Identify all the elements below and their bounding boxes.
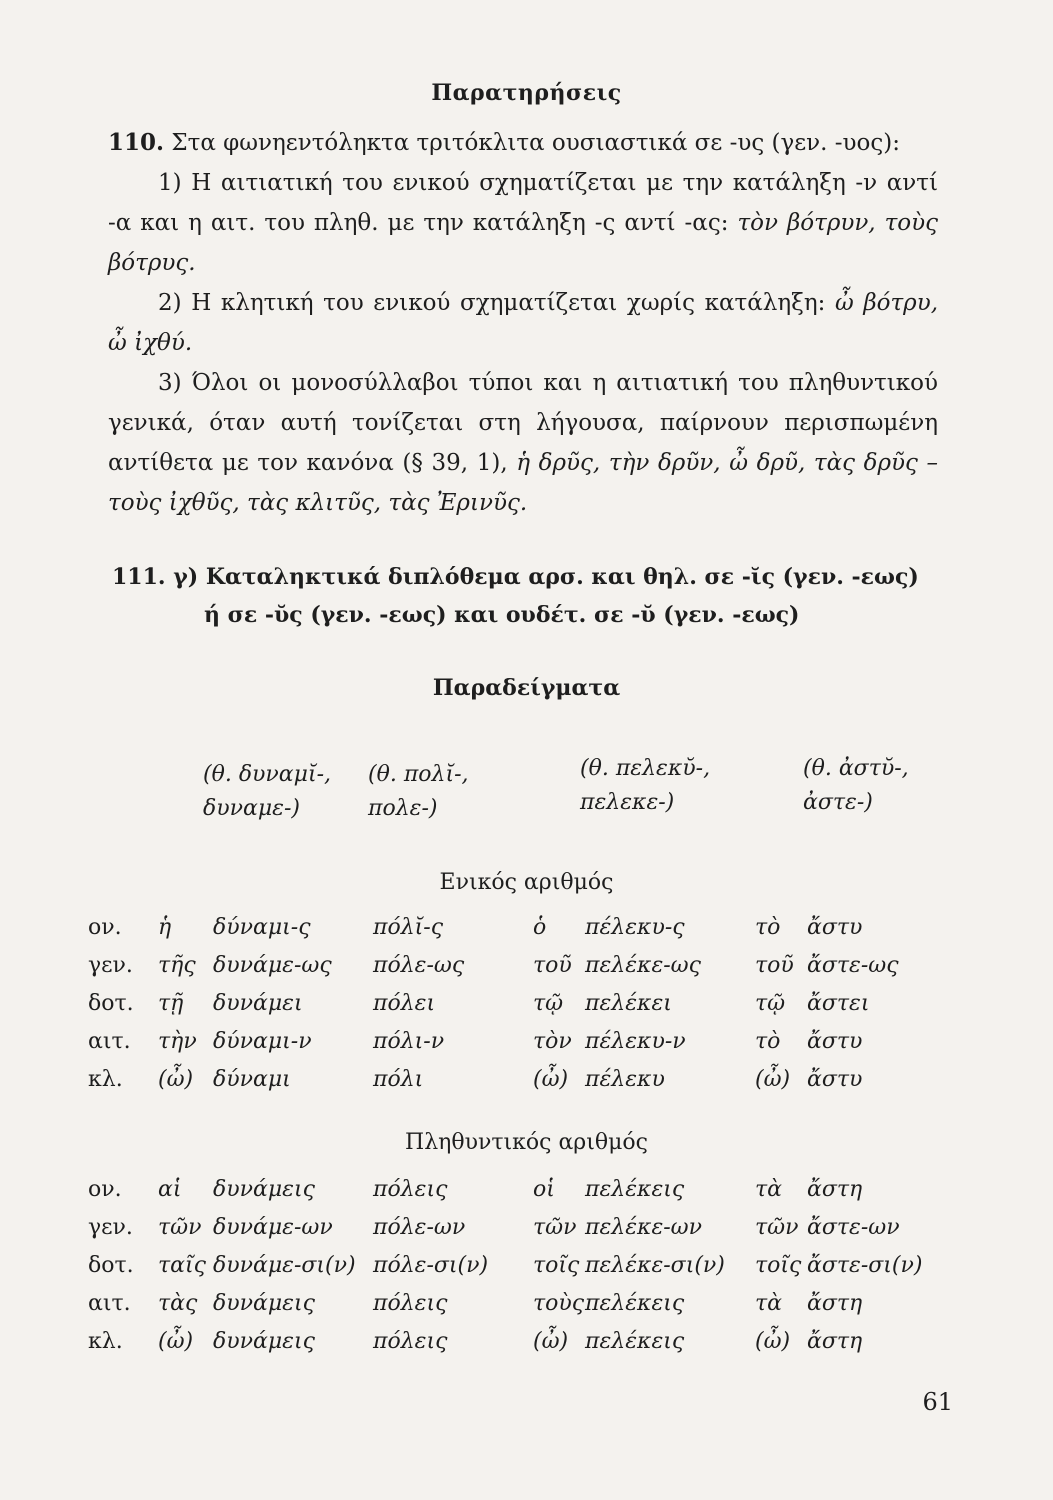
singular-table — [88, 908, 899, 1098]
page-heading: Παρατηρήσεις — [431, 80, 622, 106]
article: τὴν — [158, 1028, 197, 1054]
case-label: κλ. — [88, 1066, 123, 1092]
table-row — [88, 1060, 899, 1098]
form-polis: πόλι-ν — [373, 1028, 445, 1054]
form-dynamis: δυνάμε-σι(ν) — [213, 1252, 356, 1278]
form-pelekys: πέλεκυ-ν — [585, 1028, 686, 1054]
article: τὸ — [755, 1028, 781, 1054]
article: τοῖς — [533, 1252, 580, 1278]
form-pelekys: πέλεκυ-ς — [585, 914, 685, 940]
form-pelekys: πελέκε-σι(ν) — [585, 1252, 725, 1278]
article: τοὺς — [533, 1290, 585, 1316]
article: τοῖς — [755, 1252, 802, 1278]
section-110-number: 110. — [108, 129, 165, 156]
form-pelekys: πελέκει — [585, 990, 672, 1016]
article: τῷ — [533, 990, 564, 1016]
section-111-title — [112, 558, 932, 634]
form-pelekys: πελέκε-ως — [585, 952, 701, 978]
form-asty: ἄστυ — [807, 1066, 863, 1092]
form-polis: πόλι — [373, 1066, 424, 1092]
case-label: ον. — [88, 1176, 122, 1202]
stem-dynamis — [203, 758, 331, 826]
stem-line: ἀστε-) — [803, 790, 873, 815]
article: (ὦ) — [158, 1328, 194, 1354]
form-asty: ἄστυ — [807, 1028, 863, 1054]
case-label: κλ. — [88, 1328, 123, 1354]
article: (ὦ) — [755, 1328, 791, 1354]
stem-line: (θ. ἀστῠ-, — [803, 756, 909, 781]
section-111-line-1: 111. γ) Καταληκτικά διπλόθεμα αρσ. και θηλ. σε -ῐς (γεν. -εως) — [112, 564, 919, 590]
table-row — [88, 1284, 922, 1322]
plural-table — [88, 1170, 922, 1360]
form-dynamis: δυνάμε-ων — [213, 1214, 333, 1240]
article: τῶν — [533, 1214, 577, 1240]
rule-3-text: 3) Όλοι οι μονοσύλλαβοι τύποι και η αιτιατική του πληθυντικού γενικά, όταν αυτή τονίζεται στη λήγουσα, παίρνουν περισπωμένη αντίθετα με τον κανόνα (§ 39, 1), — [108, 370, 938, 476]
article: ὁ — [533, 914, 547, 940]
form-asty: ἄστη — [807, 1328, 863, 1354]
article: τὰς — [158, 1290, 198, 1316]
form-dynamis: δυνάμει — [213, 990, 303, 1016]
article: τὸ — [755, 914, 781, 940]
form-polis: πόλε-ως — [373, 952, 465, 978]
form-pelekys: πελέκεις — [585, 1328, 685, 1354]
case-label: δοτ. — [88, 1252, 134, 1278]
table-row — [88, 908, 899, 946]
rule-3-example: ἡ δρῦς, τὴν δρῦν, ὦ δρῦ, τὰς δρῦς – τοὺς ἰχθῦς, τὰς κλιτῦς, τὰς Ἐρινῦς. — [108, 450, 938, 516]
table-row — [88, 1322, 922, 1360]
article: τοῦ — [533, 952, 572, 978]
article: ταῖς — [158, 1252, 206, 1278]
table-row — [88, 984, 899, 1022]
form-asty: ἄστη — [807, 1176, 863, 1202]
article: ἡ — [158, 914, 172, 940]
case-label: γεν. — [88, 1214, 133, 1240]
form-polis: πόλεις — [373, 1290, 448, 1316]
article: τῶν — [755, 1214, 799, 1240]
form-pelekys: πελέκεις — [585, 1176, 685, 1202]
page-number: 61 — [922, 1388, 953, 1416]
form-polis: πόλεις — [373, 1328, 448, 1354]
form-polis: πόλει — [373, 990, 436, 1016]
rule-2-text: 2) Η κλητική του ενικού σχηματίζεται χωρίς κατάληξη: — [158, 290, 835, 316]
section-110 — [108, 123, 938, 523]
case-label: γεν. — [88, 952, 133, 978]
article: τῶν — [158, 1214, 202, 1240]
form-dynamis: δυνάμεις — [213, 1290, 315, 1316]
stem-line: πολε-) — [368, 796, 438, 821]
table-row — [88, 1246, 922, 1284]
stem-line: πελεκε-) — [580, 790, 675, 815]
case-label: αιτ. — [88, 1290, 131, 1316]
article: (ὦ) — [533, 1328, 569, 1354]
form-asty: ἄστε-ων — [807, 1214, 900, 1240]
plural-heading: Πληθυντικός αριθμός — [405, 1130, 648, 1155]
case-label: αιτ. — [88, 1028, 131, 1054]
form-dynamis: δυνάμε-ως — [213, 952, 332, 978]
case-label: δοτ. — [88, 990, 134, 1016]
article: τῆς — [158, 952, 196, 978]
table-row — [88, 1022, 899, 1060]
section-110-intro — [108, 123, 938, 163]
form-dynamis: δύναμι-ν — [213, 1028, 312, 1054]
stem-line: δυναμε-) — [203, 796, 300, 821]
examples-heading: Παραδείγματα — [432, 675, 621, 701]
form-polis: πόλῐ-ς — [373, 914, 444, 940]
form-dynamis: δυνάμεις — [213, 1176, 315, 1202]
article: (ὦ) — [533, 1066, 569, 1092]
article: τῷ — [755, 990, 786, 1016]
section-110-intro-text: Στα φωνηεντόληκτα τριτόκλιτα ουσιαστικά σε -υς (γεν. -υος): — [171, 130, 900, 156]
form-polis: πόλε-σι(ν) — [373, 1252, 489, 1278]
article: οἱ — [533, 1176, 555, 1202]
form-asty: ἄστε-σι(ν) — [807, 1252, 923, 1278]
form-asty: ἄστε-ως — [807, 952, 899, 978]
form-pelekys: πέλεκυ — [585, 1066, 665, 1092]
stem-line: (θ. δυναμῐ-, — [203, 762, 332, 787]
stem-line: (θ. πελεκῠ-, — [580, 756, 711, 781]
article: τὰ — [755, 1176, 783, 1202]
rule-2-example: ὦ βότρυ, ὦ ἰχθύ. — [108, 290, 938, 356]
stem-polis — [368, 758, 469, 826]
form-asty: ἄστη — [807, 1290, 863, 1316]
form-polis: πόλεις — [373, 1176, 448, 1202]
article: (ὦ) — [755, 1066, 791, 1092]
rule-1-text: 1) Η αιτιατική του ενικού σχηματίζεται με την κατάληξη -ν αντί -α και η αιτ. του πληθ. με την κατάληξη -ς αντί -ας: — [108, 170, 938, 236]
table-row — [88, 1208, 922, 1246]
stem-pelekys — [580, 752, 710, 820]
article: αἱ — [158, 1176, 182, 1202]
form-asty: ἄστυ — [807, 914, 863, 940]
stem-line: (θ. πολῐ-, — [368, 762, 469, 787]
form-pelekys: πελέκεις — [585, 1290, 685, 1316]
form-dynamis: δύναμι — [213, 1066, 291, 1092]
rule-1-example: τὸν βότρυν, τοὺς βότρυς. — [108, 210, 939, 276]
article: τῇ — [158, 990, 184, 1016]
stem-asty — [803, 752, 909, 820]
rule-2 — [108, 283, 938, 363]
form-dynamis: δυνάμεις — [213, 1328, 315, 1354]
singular-heading: Ενικός αριθμός — [439, 870, 614, 895]
article: (ὦ) — [158, 1066, 194, 1092]
form-dynamis: δύναμι-ς — [213, 914, 311, 940]
form-pelekys: πελέκε-ων — [585, 1214, 702, 1240]
article: τὸν — [533, 1028, 572, 1054]
section-111-line-2: ή σε -ῠς (γεν. -εως) και ουδέτ. σε -ῠ (γεν. -εως) — [204, 602, 800, 628]
form-polis: πόλε-ων — [373, 1214, 466, 1240]
rule-3 — [108, 363, 938, 523]
table-row — [88, 946, 899, 984]
article: τὰ — [755, 1290, 783, 1316]
article: τοῦ — [755, 952, 794, 978]
case-label: ον. — [88, 914, 122, 940]
rule-1 — [108, 163, 938, 283]
form-asty: ἄστει — [807, 990, 870, 1016]
table-row — [88, 1170, 922, 1208]
